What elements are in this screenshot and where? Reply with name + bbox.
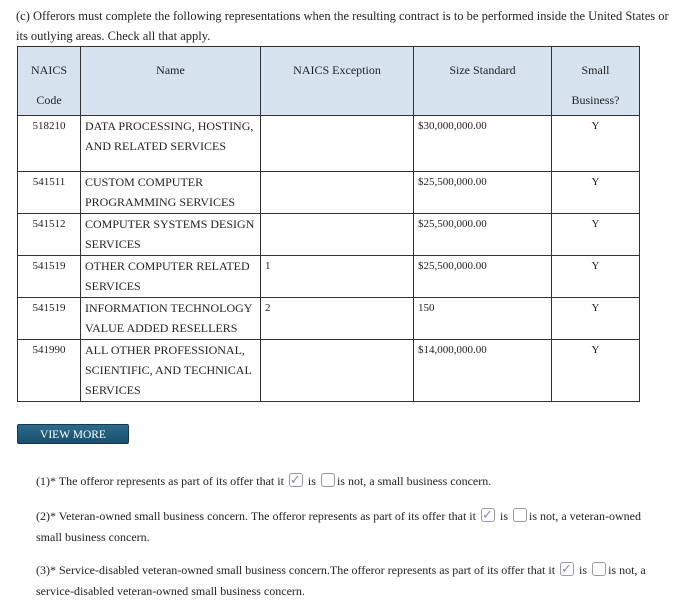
cell-small-business: Y [552,116,640,172]
cell-size-standard: $25,500,000.00 [414,172,552,214]
cell-exception [261,214,414,256]
cell-exception: 2 [261,298,414,340]
cell-naics-code: 541512 [18,214,81,256]
col-header-small-business: Small Business? [552,47,640,116]
table-row [18,214,640,256]
rep2-text: (2)* Veteran-owned small business concern. The offeror represents as part of its offer that it [36,509,476,523]
view-more-button[interactable]: VIEW MORE [17,424,129,444]
table-row [18,340,640,402]
representation-service-disabled-veteran-owned [36,560,666,602]
intro-paragraph: (c) Offerors must complete the following representations when the resulting contract is to be performed inside the United States or its outlying areas. Check all that apply. [16,9,669,43]
cell-name: CUSTOM COMPUTER PROGRAMMING SERVICES [81,172,261,214]
cell-size-standard: 150 [414,298,552,340]
representation-small-business [36,471,666,492]
table-row [18,172,640,214]
cell-name: DATA PROCESSING, HOSTING, AND RELATED SERVICES [81,116,261,172]
cell-name: OTHER COMPUTER RELATED SERVICES [81,256,261,298]
rep2-is-checkbox[interactable] [481,508,495,522]
cell-name: INFORMATION TECHNOLOGY VALUE ADDED RESELLERS [81,298,261,340]
cell-naics-code: 541511 [18,172,81,214]
col-header-name: Name [81,47,261,116]
cell-exception [261,172,414,214]
rep2-is-label: is [499,509,508,523]
cell-size-standard: $25,500,000.00 [414,214,552,256]
rep3-is-not-label: is not, a service-disabled veteran-owned small business concern. [36,563,646,598]
table-header-row [18,47,640,116]
cell-small-business: Y [552,214,640,256]
table-row [18,256,640,298]
cell-name: ALL OTHER PROFESSIONAL, SCIENTIFIC, AND TECHNICAL SERVICES [81,340,261,402]
cell-size-standard: $14,000,000.00 [414,340,552,402]
cell-size-standard: $25,500,000.00 [414,256,552,298]
rep1-is-label: is [307,474,316,488]
table-row [18,298,640,340]
cell-naics-code: 541519 [18,298,81,340]
table-row [18,116,640,172]
col-header-naics-code: NAICS Code [18,47,81,116]
cell-name: COMPUTER SYSTEMS DESIGN SERVICES [81,214,261,256]
rep3-text: (3)* Service-disabled veteran-owned small business concern.The offeror represents as part of its offer that it [36,563,556,577]
cell-exception [261,340,414,402]
cell-small-business: Y [552,256,640,298]
col-header-size-standard: Size Standard [414,47,552,116]
cell-naics-code: 541519 [18,256,81,298]
cell-exception: 1 [261,256,414,298]
rep2-is-not-checkbox[interactable] [513,508,527,522]
rep1-is-not-label: is not, a small business concern. [336,474,492,488]
cell-small-business: Y [552,172,640,214]
col-header-naics-exception: NAICS Exception [261,47,414,116]
rep1-is-not-checkbox[interactable] [321,473,335,487]
rep3-is-checkbox[interactable] [560,562,574,576]
rep1-text: (1)* The offeror represents as part of its offer that it [36,474,284,488]
rep1-is-checkbox[interactable] [289,473,303,487]
representation-veteran-owned [36,506,666,548]
cell-size-standard: $30,000,000.00 [414,116,552,172]
cell-small-business: Y [552,298,640,340]
cell-exception [261,116,414,172]
naics-table [17,46,640,402]
rep3-is-not-checkbox[interactable] [592,562,606,576]
rep3-is-label: is [579,563,588,577]
rep2-is-not-label: is not, a veteran-owned small business concern. [36,509,641,544]
cell-naics-code: 541990 [18,340,81,402]
cell-small-business: Y [552,340,640,402]
cell-naics-code: 518210 [18,116,81,172]
